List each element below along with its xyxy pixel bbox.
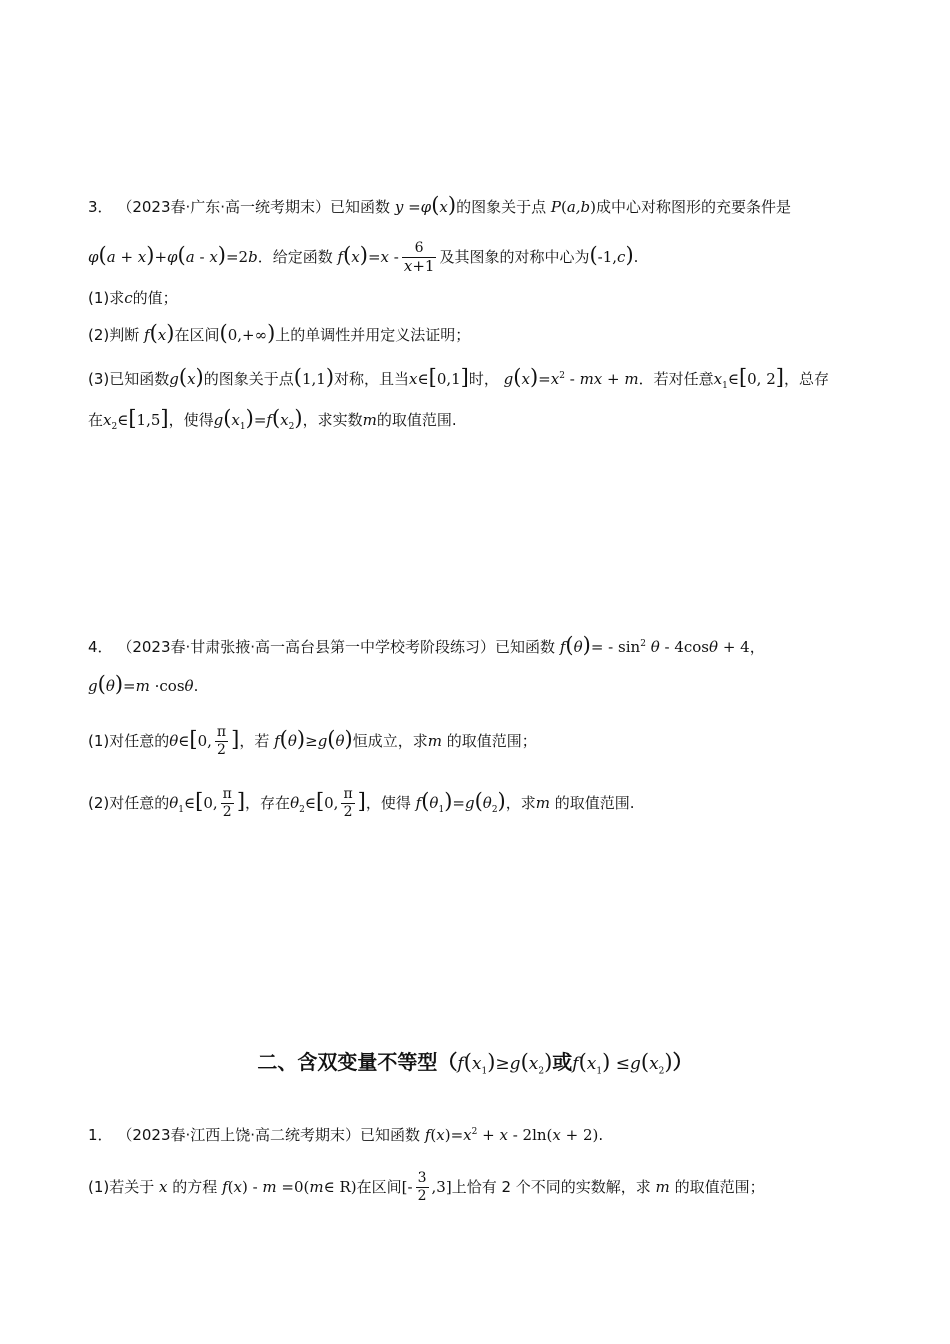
s1-part1-var-x: x bbox=[154, 1178, 168, 1196]
s1-text: 已知函数 bbox=[360, 1126, 421, 1144]
q3-part3-text: ，总存 bbox=[783, 370, 829, 388]
q4-fraction-pi2: $\frac{\pi}{2}$ bbox=[216, 724, 227, 758]
q3-source: （2023春·广东·高一统考期末） bbox=[117, 198, 331, 216]
s1-formula-eq: f(x) - m =0(m∈ R) bbox=[222, 1178, 357, 1196]
q3-part3-text: 的取值范围. bbox=[376, 411, 457, 429]
q3-part3-text: (3)已知函数 bbox=[88, 370, 170, 388]
q4-stem-line1 bbox=[88, 632, 765, 659]
q3-formula-phi: y =φ(x) bbox=[394, 193, 457, 217]
q3-stem-line1 bbox=[88, 193, 791, 219]
q4-text: ， bbox=[749, 638, 765, 656]
q3-text: ．给定函数 bbox=[257, 248, 333, 266]
s1-part1-text: 的取值范围； bbox=[674, 1178, 765, 1196]
q3-formula-center: (-1,c) bbox=[589, 243, 634, 267]
q4-part1: (1)对任意的θ∈[0, $\frac{\pi}{2}$ ]，若 f(θ)≥g(θ)恒成立，求m 的取值范围； bbox=[88, 724, 537, 758]
q4-formula-theta2: $\theta_2\in[0$, bbox=[290, 789, 339, 815]
q4-part2: (2)对任意的$\theta_1\in[0$, $\frac{\pi}{2}$ ]，存在$\theta_2\in[0$, $\frac{\pi}{2}$ ]，使得 $f(\theta_1)=g(\theta_2)$，求m 的取值范围. bbox=[88, 786, 635, 820]
q3-part3-text: ，使得 bbox=[168, 411, 214, 429]
q3-part1-text: 的值； bbox=[132, 289, 178, 307]
q3-part2-text: 上的单调性并用定义法证明； bbox=[275, 326, 471, 344]
q3-formula-interval: (0,+∞) bbox=[219, 321, 276, 345]
q4-part2-text: ，存在 bbox=[245, 794, 291, 812]
s1-fraction: $\frac{3}{2}$ bbox=[417, 1170, 427, 1204]
q4-part2-text: ，求 bbox=[505, 794, 536, 812]
q3-formula-x01: x∈[0,1] bbox=[409, 365, 469, 389]
q3-part1-text: (1)求 bbox=[88, 289, 125, 307]
q3-formula-point: P(a,b) bbox=[550, 198, 596, 216]
s1-part1-text: (1)若关于 bbox=[88, 1178, 155, 1196]
q3-part3-line2 bbox=[88, 406, 457, 439]
q3-part3-var: m bbox=[362, 411, 377, 429]
s1-number: 1． bbox=[88, 1126, 113, 1144]
q4-stem-line2 bbox=[88, 672, 198, 698]
q4-source: （2023春·甘肃张掖·高一高台县第一中学校考阶段练习） bbox=[117, 638, 496, 656]
q3-part2 bbox=[88, 321, 470, 347]
q4-formula-g: g(θ)=m ·cosθ bbox=[88, 672, 194, 696]
s1-part1-text: 的方程 bbox=[172, 1178, 218, 1196]
q3-part2-text: 在区间 bbox=[174, 326, 220, 344]
s1-part1-var-m: m bbox=[650, 1178, 670, 1196]
q4-formula-theta1: $\theta_1\in[0$, bbox=[169, 789, 218, 815]
q4-formula-f: $f(\theta)= - \sin^2 \theta - 4\cos\theta + 4$ bbox=[559, 633, 750, 657]
q3-formula-x2: $x_2\in[1,5]$ bbox=[103, 406, 169, 432]
q4-part1-text: 的取值范围； bbox=[446, 732, 537, 750]
q3-part3-text: 在 bbox=[88, 411, 104, 429]
s1-part1-text: 上恰有 2 个不同的实数解，求 bbox=[451, 1178, 651, 1196]
s1-formula-f: $f(x)=x^2 + x - 2\ln(x + 2)$ bbox=[424, 1126, 599, 1144]
q3-part3-text: 的图象关于点 bbox=[203, 370, 294, 388]
q3-part1-var: c bbox=[124, 289, 133, 307]
section-title: 二、含双变量不等型（$f(x_1)\ge g(x_2)$或$f(x_1) \le g(x_2)$） bbox=[257, 1050, 693, 1077]
q4-part2-text: 的取值范围. bbox=[554, 794, 635, 812]
q3-part1 bbox=[88, 286, 178, 310]
s1-formula-interval: [- bbox=[401, 1178, 413, 1196]
q3-part2-text: (2)判断 bbox=[88, 326, 140, 344]
section-formula-le: $f(x_1) \le g(x_2)$ bbox=[572, 1050, 673, 1077]
q3-text: 成中心对称图形的充要条件是 bbox=[596, 198, 792, 216]
q4-formula-ineq: f(θ)≥g(θ) bbox=[274, 727, 353, 751]
q4-fraction-pi2: $\frac{\pi}{2}$ bbox=[222, 786, 232, 820]
q4-part2-text: (2)对任意的 bbox=[88, 794, 170, 812]
s1-text: . bbox=[598, 1126, 604, 1144]
q3-number: 3． bbox=[88, 198, 113, 216]
section-title-text: 二、含双变量不等型 bbox=[257, 1050, 438, 1074]
section-formula-ge: $f(x_1)\ge g(x_2)$ bbox=[457, 1050, 553, 1077]
q3-formula-condition: φ(a + x)+φ(a - x)=2b bbox=[88, 243, 258, 267]
q3-part3-text: 时， bbox=[468, 370, 499, 388]
q4-part1-var: m bbox=[427, 732, 442, 750]
q3-text: 及其图象的对称中心为 bbox=[439, 248, 590, 266]
q3-formula-eq: $g(x_1)=f(x_2)$ bbox=[213, 406, 303, 432]
q3-formula-fx: f(x) bbox=[144, 321, 175, 345]
q4-part1-text: ，若 bbox=[239, 732, 270, 750]
q4-formula-eq: $f(\theta_1)=g(\theta_2)$ bbox=[415, 789, 506, 815]
q4-text: . bbox=[193, 677, 199, 695]
q3-part3-text: 对称，且当 bbox=[334, 370, 410, 388]
q3-text: 已知函数 bbox=[330, 198, 391, 216]
q3-text: 的图象关于点 bbox=[456, 198, 547, 216]
q3-formula-x1: $x_1\in[0$, 2] bbox=[713, 365, 784, 391]
q3-part3-text: ，求实数 bbox=[302, 411, 363, 429]
q3-fraction: $\frac{6}{x+1}$ bbox=[403, 240, 435, 275]
s1-part1-text: 在区间 bbox=[356, 1178, 402, 1196]
q3-formula-gdef: $g(x)=x^2$ - mx + m bbox=[503, 365, 639, 389]
q3-part3-line1 bbox=[88, 364, 829, 398]
q4-text: 已知函数 bbox=[495, 638, 556, 656]
section-or: 或 bbox=[552, 1050, 573, 1074]
s1-source: （2023春·江西上饶·高二统考期末） bbox=[117, 1126, 361, 1144]
q4-number: 4． bbox=[88, 638, 113, 656]
q4-part1-text: 恒成立，求 bbox=[352, 732, 428, 750]
q3-formula-point11: (1,1) bbox=[293, 365, 335, 389]
q3-formula-f: f(x)=x - bbox=[337, 243, 399, 267]
q4-fraction-pi2: $\frac{\pi}{2}$ bbox=[343, 786, 353, 820]
q4-part2-text: ，使得 bbox=[365, 794, 411, 812]
q3-stem-line2 bbox=[88, 240, 638, 275]
q4-part2-var: m bbox=[535, 794, 550, 812]
s1-stem bbox=[88, 1120, 603, 1147]
q3-text: . bbox=[633, 248, 639, 266]
s1-part1: (1)若关于 x 的方程 f(x) - m =0(m∈ R)在区间[- $\frac{3}{2}$ ,3]上恰有 2 个不同的实数解，求 m 的取值范围； bbox=[88, 1170, 765, 1204]
q3-part3-text: ．若对任意 bbox=[638, 370, 714, 388]
q4-part1-text: (1)对任意的 bbox=[88, 732, 170, 750]
q4-formula-theta-range: θ∈[0, bbox=[169, 727, 212, 751]
q3-formula-gx: g(x) bbox=[169, 365, 204, 389]
